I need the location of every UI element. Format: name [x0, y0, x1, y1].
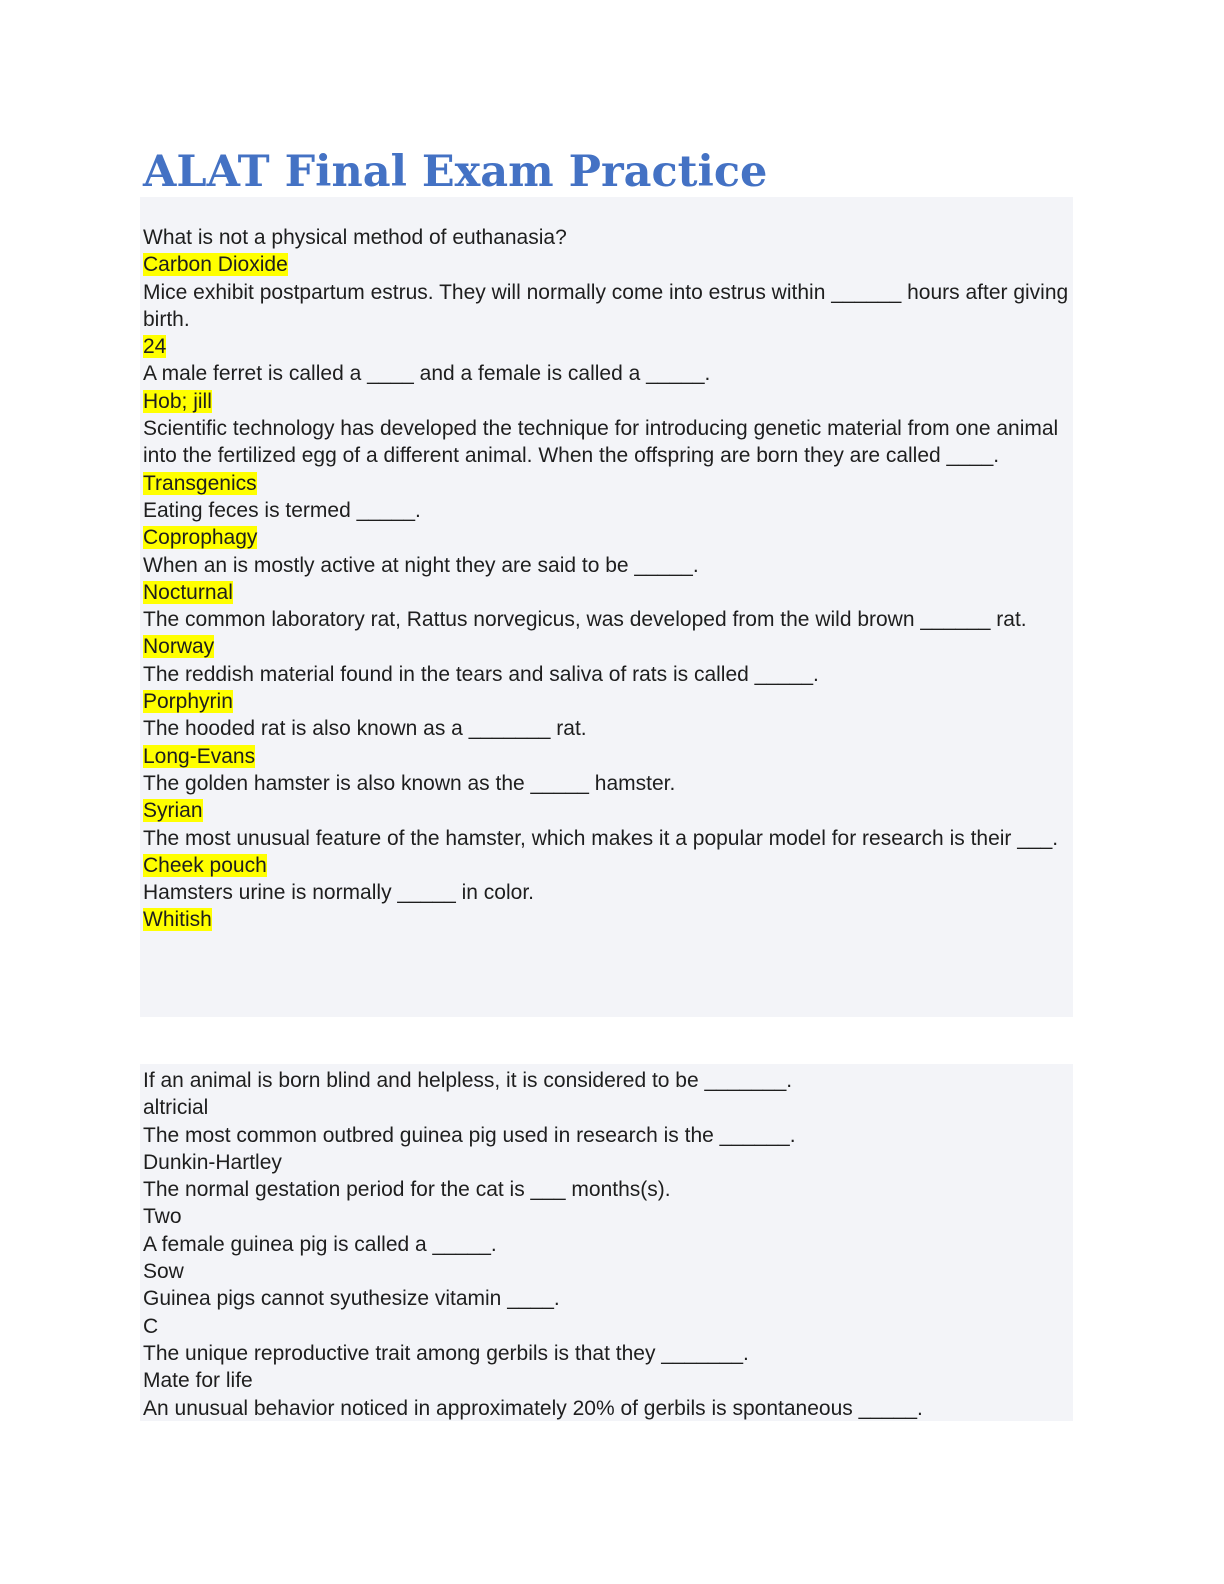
qa-block-plain — [140, 1064, 1073, 1421]
question-text: The hooded rat is also known as a _______ rat. — [143, 717, 587, 741]
question-text: A male ferret is called a ____ and a female is called a _____. — [143, 362, 711, 386]
question-text: A female guinea pig is called a _____. — [143, 1232, 497, 1256]
document-title: ALAT Final Exam Practice — [143, 147, 768, 197]
answer-text: Hob; jill — [143, 389, 212, 413]
question-text: Eating feces is termed _____. — [143, 498, 421, 522]
question-text: The reddish material found in the tears and saliva of rats is called _____. — [143, 662, 819, 686]
answer-line — [143, 852, 1073, 879]
answer-text: Carbon Dioxide — [143, 253, 288, 277]
question-text: The normal gestation period for the cat is ___ months(s). — [143, 1178, 671, 1202]
question-text: The most common outbred guinea pig used in research is the ______. — [143, 1123, 796, 1147]
answer-text: Whitish — [143, 908, 212, 932]
answer-text: Coprophagy — [143, 526, 258, 550]
answer-text: Two — [143, 1205, 182, 1229]
question-text: Hamsters urine is normally _____ in color. — [143, 881, 535, 905]
question-text: The common laboratory rat, Rattus norvegicus, was developed from the wild brown ______ rat. — [143, 608, 1027, 632]
answer-line — [143, 906, 1073, 933]
answer-line — [143, 1094, 1073, 1121]
answer-text: Long-Evans — [143, 744, 256, 768]
answer-text: Dunkin-Hartley — [143, 1150, 282, 1174]
answer-line — [143, 524, 1073, 551]
answer-text: altricial — [143, 1096, 209, 1120]
answer-line — [143, 797, 1073, 824]
question-text: What is not a physical method of euthanasia? — [143, 226, 567, 249]
answer-text: C — [143, 1314, 159, 1338]
answer-line — [143, 470, 1073, 497]
answer-line — [143, 1149, 1073, 1176]
answer-line — [143, 333, 1073, 360]
answer-line — [143, 1258, 1073, 1285]
answer-line — [143, 1367, 1073, 1394]
question-text: If an animal is born blind and helpless, it is considered to be _______. — [143, 1069, 793, 1092]
question-text: Mice exhibit postpartum estrus. They will normally come into estrus within ______ hours after giving birth. — [143, 280, 1075, 331]
question-text: The golden hamster is also known as the _____ hamster. — [143, 771, 676, 795]
answer-line — [143, 1313, 1073, 1340]
answer-text: Transgenics — [143, 471, 257, 495]
answer-line — [143, 251, 1073, 278]
answer-text: Syrian — [143, 799, 203, 823]
qa-block-highlighted — [140, 197, 1073, 1017]
answer-text: Mate for life — [143, 1369, 253, 1393]
question-text: An unusual behavior noticed in approximately 20% of gerbils is spontaneous _____. — [143, 1396, 923, 1420]
answer-text: Norway — [143, 635, 215, 659]
answer-text: Cheek pouch — [143, 853, 267, 877]
answer-text: Porphyrin — [143, 690, 233, 714]
answer-text: 24 — [143, 335, 167, 359]
question-text: When an is mostly active at night they are said to be _____. — [143, 553, 699, 577]
answer-line — [143, 743, 1073, 770]
answer-line — [143, 579, 1073, 606]
question-text: The unique reproductive trait among gerbils is that they _______. — [143, 1341, 749, 1365]
answer-line — [143, 633, 1073, 660]
answer-line — [143, 388, 1073, 415]
answer-line — [143, 688, 1073, 715]
question-text: Scientific technology has developed the technique for introducing genetic material from one animal into the fertilized egg of a different animal. When the offspring are born they are called ____. — [143, 417, 1065, 468]
question-text: Guinea pigs cannot syuthesize vitamin ____. — [143, 1287, 560, 1311]
question-text: The most unusual feature of the hamster, which makes it a popular model for research is their ___. — [143, 826, 1059, 850]
answer-text: Nocturnal — [143, 580, 233, 604]
answer-line — [143, 1203, 1073, 1230]
answer-text: Sow — [143, 1260, 184, 1284]
